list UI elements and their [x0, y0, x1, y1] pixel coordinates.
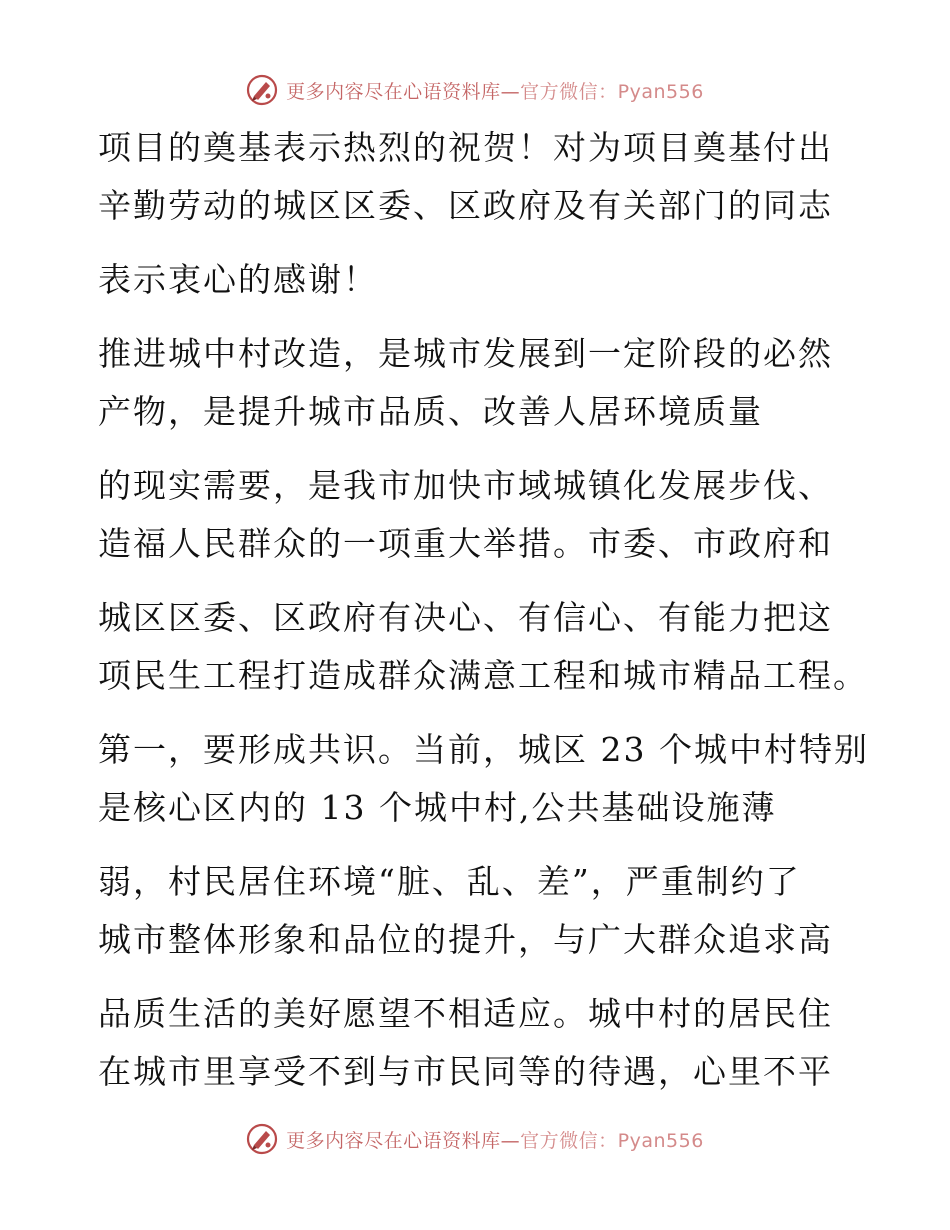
text-line: 弱，村民居住环境“脏、乱、差”，严重制约了: [98, 862, 801, 901]
text-line: 产物，是提升城市品质、改善人居环境质量: [98, 392, 763, 431]
text-line: 表示衷心的感谢！: [98, 260, 378, 299]
footer-watermark: [0, 1119, 950, 1159]
text-line: 推进城中村改造，是城市发展到一定阶段的必然: [98, 334, 833, 373]
text-line: 辛勤劳动的城区区委、区政府及有关部门的同志: [98, 186, 833, 225]
text-line: 第一，要形成共识。当前，城区 23 个城中村特别: [98, 730, 869, 769]
text-line: 项目的奠基表示热烈的祝贺！对为项目奠基付出: [98, 128, 833, 167]
header-watermark: [0, 70, 950, 110]
text-line: 造福人民群众的一项重大举措。市委、市政府和: [98, 524, 833, 563]
text-line: 品质生活的美好愿望不相适应。城中村的居民住: [98, 994, 833, 1033]
watermark-text: 更多内容尽在心语资料库—官方微信：Pyan556: [286, 1129, 704, 1152]
pen-logo-icon: [246, 1123, 278, 1155]
watermark-text: 更多内容尽在心语资料库—官方微信：Pyan556: [286, 80, 704, 103]
text-line: 的现实需要，是我市加快市域城镇化发展步伐、: [98, 466, 833, 505]
text-line: 项民生工程打造成群众满意工程和城市精品工程。: [98, 656, 868, 695]
pen-logo-icon: [246, 74, 278, 106]
text-line: 是核心区内的 13 个城中村,公共基础设施薄: [98, 788, 777, 827]
text-line: 城市整体形象和品位的提升，与广大群众追求高: [98, 920, 833, 959]
text-line: 城区区委、区政府有决心、有信心、有能力把这: [98, 598, 833, 637]
text-line: 在城市里享受不到与市民同等的待遇，心里不平: [98, 1052, 833, 1091]
